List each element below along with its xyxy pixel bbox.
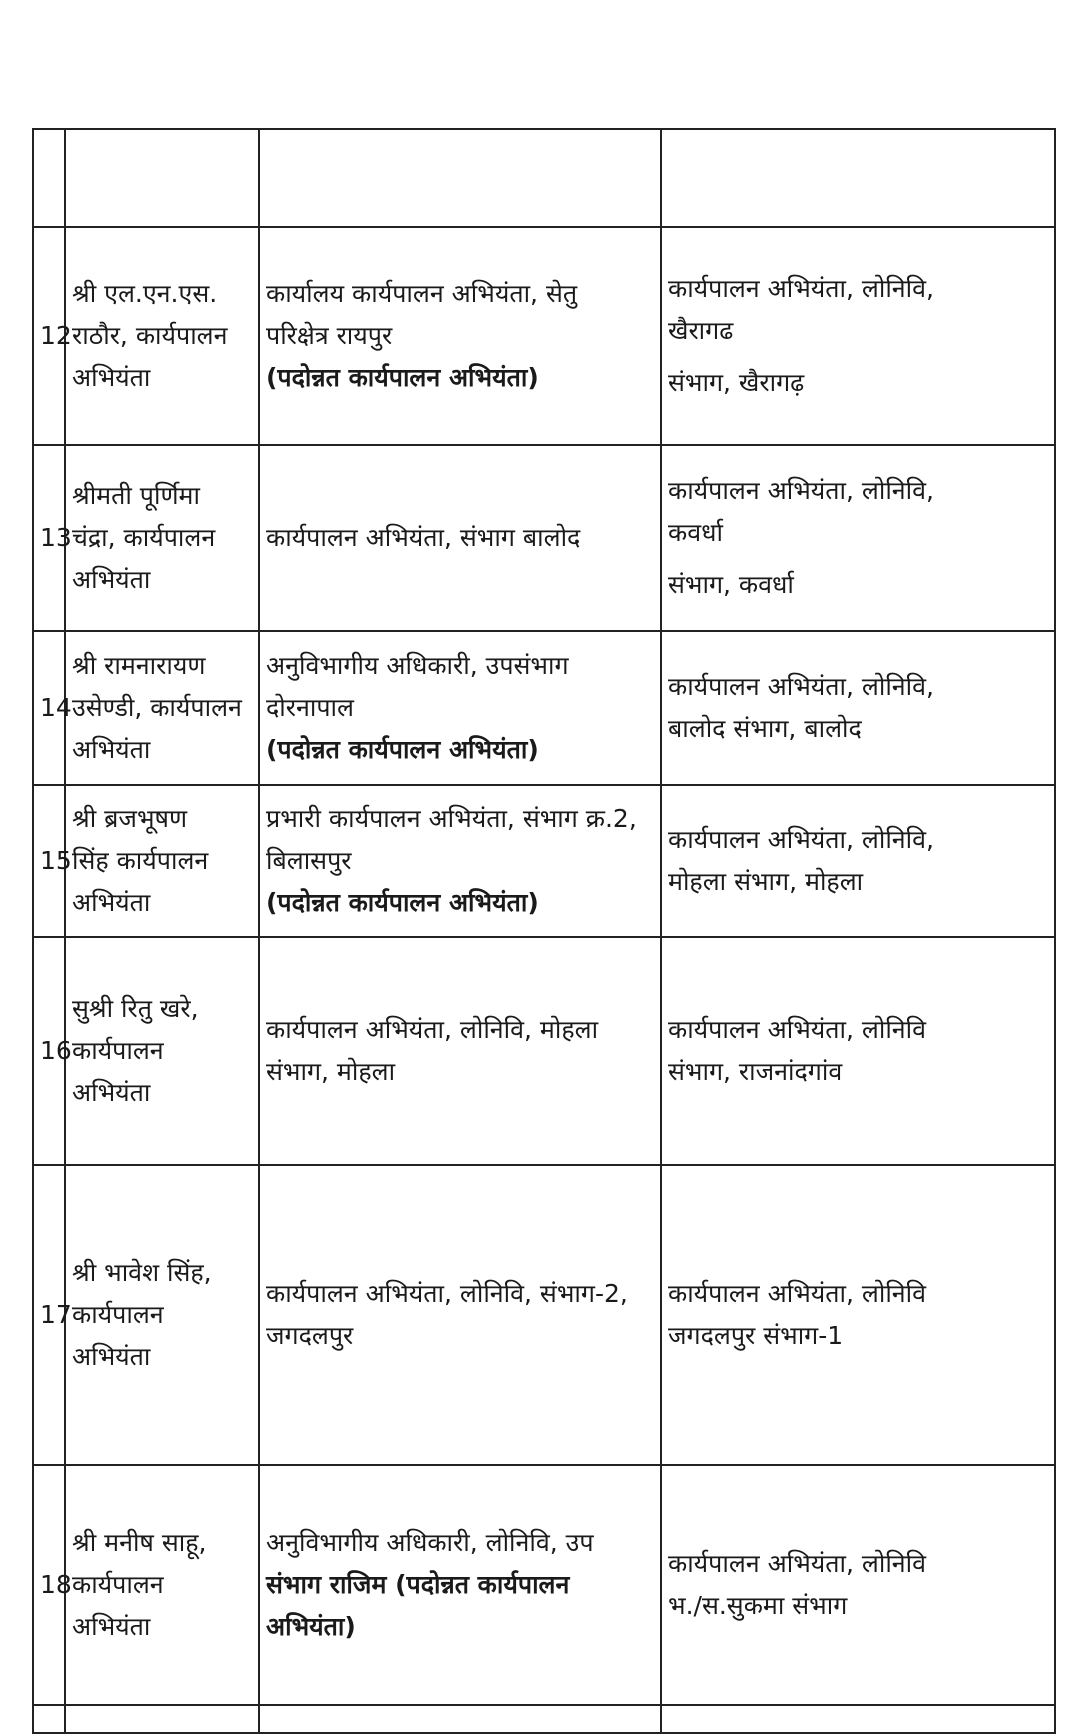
officer-name: श्रीमती पूर्णिमा चंद्रा, कार्यपालन अभियंता bbox=[65, 445, 259, 631]
serial-number: 16 bbox=[33, 937, 65, 1165]
current-posting: अनुविभागीय अधिकारी, उपसंभाग दोरनापाल (पदोन्नत कार्यपालन अभियंता) bbox=[259, 631, 661, 785]
officer-name: श्री एल.एन.एस. राठौर, कार्यपालन अभियंता bbox=[65, 227, 259, 445]
table-row bbox=[33, 785, 1055, 937]
table-row bbox=[33, 1165, 1055, 1465]
current-post-cell bbox=[259, 129, 661, 227]
serial-number: 17 bbox=[33, 1165, 65, 1465]
new-posting: कार्यपालन अभियंता, लोनिवि, कवर्धा संभाग, कवर्धा bbox=[661, 445, 1055, 631]
officer-name: सुश्री रितु खरे, कार्यपालन अभियंता bbox=[65, 937, 259, 1165]
name-cell bbox=[65, 1705, 259, 1733]
table-row bbox=[33, 937, 1055, 1165]
current-posting: प्रभारी कार्यपालन अभियंता, संभाग क्र.2, बिलासपुर (पदोन्नत कार्यपालन अभियंता) bbox=[259, 785, 661, 937]
sno-cell bbox=[33, 1705, 65, 1733]
new-posting: कार्यपालन अभियंता, लोनिवि, खैरागढ संभाग, खैरागढ़ bbox=[661, 227, 1055, 445]
name-cell bbox=[65, 129, 259, 227]
new-posting: कार्यपालन अभियंता, लोनिवि संभाग, राजनांदगांव bbox=[661, 937, 1055, 1165]
new-posting: कार्यपालन अभियंता, लोनिवि जगदलपुर संभाग-1 bbox=[661, 1165, 1055, 1465]
new-posting: कार्यपालन अभियंता, लोनिवि, बालोद संभाग, बालोद bbox=[661, 631, 1055, 785]
current-posting: कार्यपालन अभियंता, लोनिवि, मोहला संभाग, मोहला bbox=[259, 937, 661, 1165]
current-posting: कार्यालय कार्यपालन अभियंता, सेतु परिक्षेत्र रायपुर (पदोन्नत कार्यपालन अभियंता) bbox=[259, 227, 661, 445]
serial-number: 13 bbox=[33, 445, 65, 631]
new-post-cell bbox=[661, 1705, 1055, 1733]
serial-number: 14 bbox=[33, 631, 65, 785]
current-posting: कार्यपालन अभियंता, संभाग बालोद bbox=[259, 445, 661, 631]
current-post-cell bbox=[259, 1705, 661, 1733]
promotion-note: (पदोन्नत कार्यपालन अभियंता) bbox=[266, 735, 539, 764]
new-posting: कार्यपालन अभियंता, लोनिवि भ./स.सुकमा संभाग bbox=[661, 1465, 1055, 1705]
officer-name: श्री भावेश सिंह, कार्यपालन अभियंता bbox=[65, 1165, 259, 1465]
current-posting: कार्यपालन अभियंता, लोनिवि, संभाग-2, जगदलपुर bbox=[259, 1165, 661, 1465]
serial-number: 18 bbox=[33, 1465, 65, 1705]
table-row bbox=[33, 631, 1055, 785]
serial-number: 12 bbox=[33, 227, 65, 445]
promotion-note: (पदोन्नत कार्यपालन अभियंता) bbox=[266, 363, 539, 392]
table-row bbox=[33, 1465, 1055, 1705]
table-row bbox=[33, 445, 1055, 631]
table-row bbox=[33, 227, 1055, 445]
table-row-continued bbox=[33, 129, 1055, 227]
table-row-continued bbox=[33, 1705, 1055, 1733]
new-posting: कार्यपालन अभियंता, लोनिवि, मोहला संभाग, मोहला bbox=[661, 785, 1055, 937]
serial-number: 15 bbox=[33, 785, 65, 937]
sno-cell bbox=[33, 129, 65, 227]
promotion-note: (पदोन्नत कार्यपालन अभियंता) bbox=[266, 888, 539, 917]
transfer-table bbox=[32, 128, 1056, 1734]
officer-name: श्री रामनारायण उसेण्डी, कार्यपालन अभियंता bbox=[65, 631, 259, 785]
current-posting: अनुविभागीय अधिकारी, लोनिवि, उप संभाग राजिम (पदोन्नत कार्यपालन अभियंता) bbox=[259, 1465, 661, 1705]
officer-name: श्री ब्रजभूषण सिंह कार्यपालन अभियंता bbox=[65, 785, 259, 937]
officer-name: श्री मनीष साहू, कार्यपालन अभियंता bbox=[65, 1465, 259, 1705]
new-post-cell bbox=[661, 129, 1055, 227]
